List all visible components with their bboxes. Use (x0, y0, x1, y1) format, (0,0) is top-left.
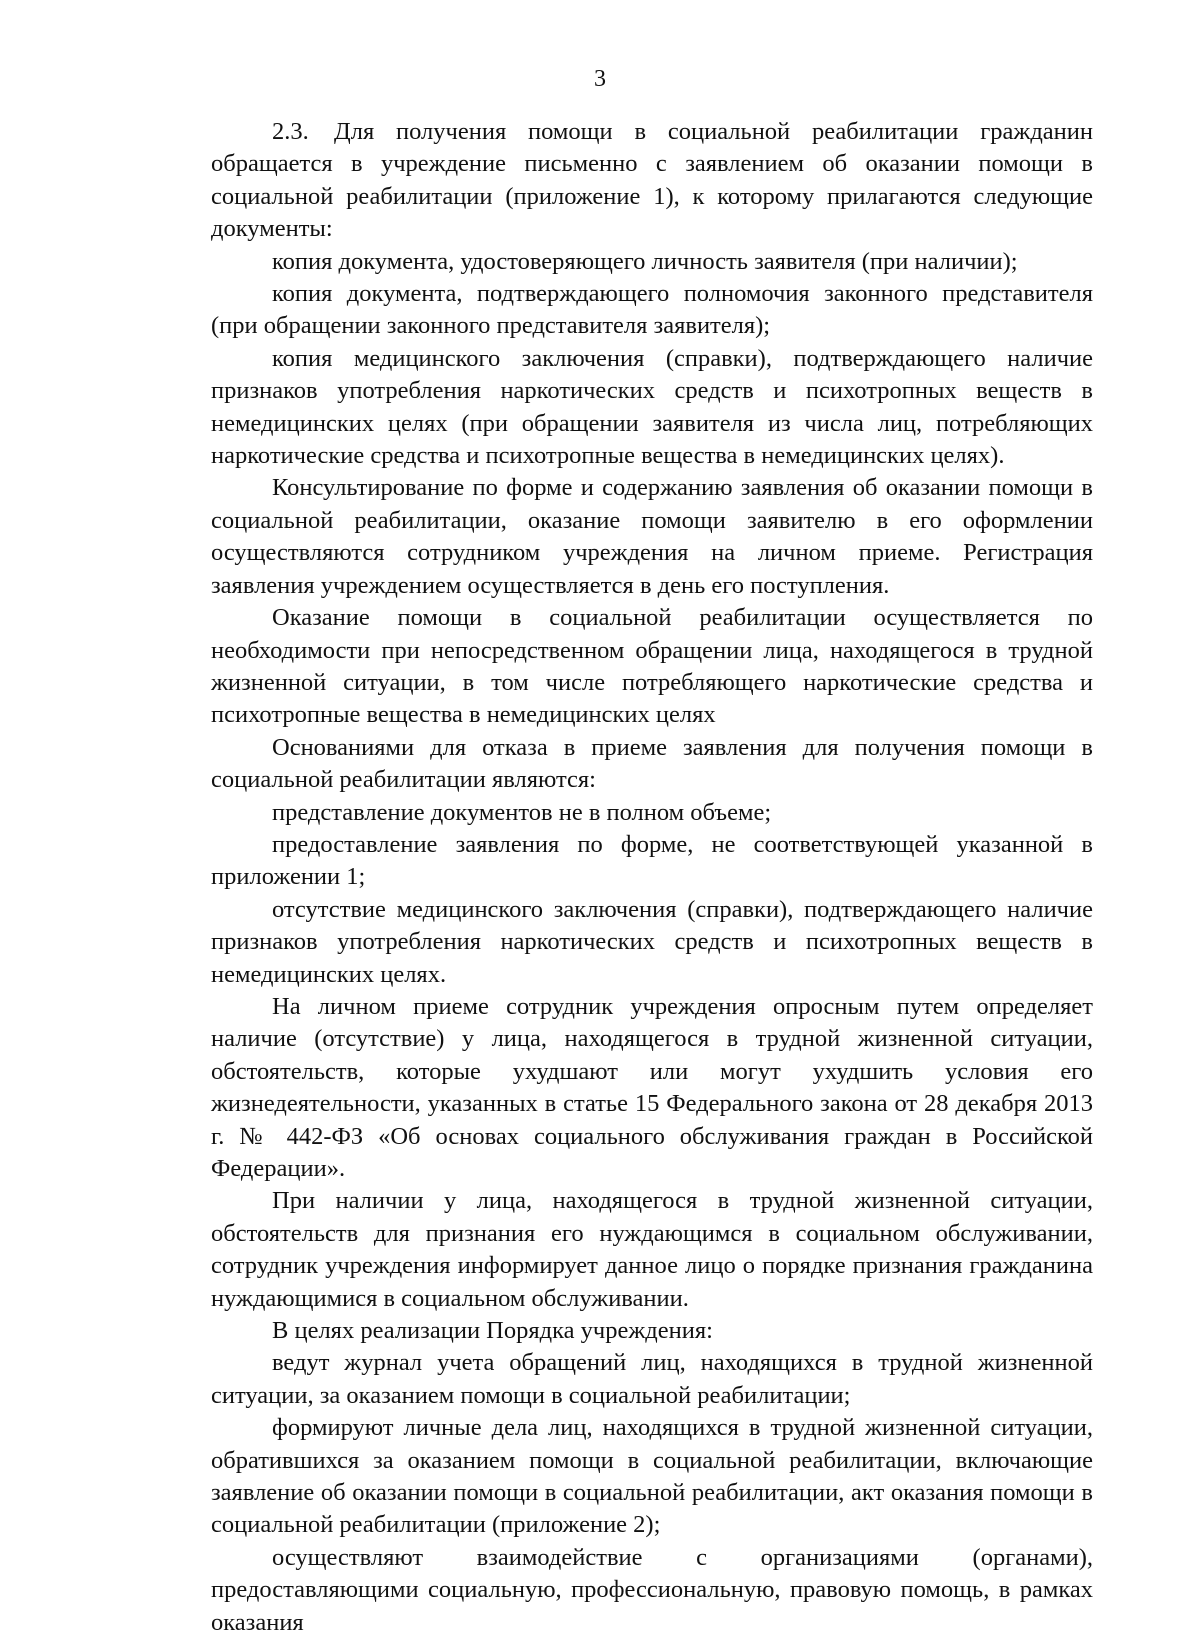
page-number: 3 (594, 66, 606, 92)
paragraph: копия документа, подтверждающего полномочия законного представителя (при обращении законного представителя заявителя); (211, 280, 1093, 340)
paragraph: отсутствие медицинского заключения (справки), подтверждающего наличие признаков употребления наркотических средств и психотропных веществ в немедицинских целях. (211, 895, 1093, 988)
paragraph: Консультирование по форме и содержанию заявления об оказании помощи в социальной реабилитации, оказание помощи заявителю в его оформлении осуществляются сотрудником учреждения на личном приеме. Регистрация заявления учреждением осуществляется в день его поступления. (211, 474, 1093, 599)
document-body (211, 116, 1093, 1639)
paragraph: осуществляют взаимодействие с организациями (органами), предоставляющими социальную, профессиональную, правовую помощь, в рамках оказания (211, 1543, 1093, 1636)
paragraph: В целях реализации Порядка учреждения: (272, 1317, 713, 1345)
section-number: 2.3. (272, 118, 309, 145)
paragraph: Основаниями для отказа в приеме заявления для получения помощи в социальной реабилитации являются: (211, 733, 1093, 794)
paragraph: формируют личные дела лиц, находящихся в трудной жизненной ситуации, обратившихся за оказанием помощи в социальной реабилитации, включающие заявление об оказании помощи в социальной реабилитации, акт оказания помощи в социальной реабилитации (приложение 2); (211, 1414, 1093, 1539)
paragraph-text: Для получения помощи в социальной реабилитации гражданин обращается в учреждение письменно с заявлением об оказании помощи в социальной реабилитации (приложение 1), к которому прилагаются следующие документы: (211, 118, 1093, 243)
paragraph: Оказание помощи в социальной реабилитации осуществляется по необходимости при непосредственном обращении лица, находящегося в трудной жизненной ситуации, в том числе потребляющего наркотические средства и психотропные вещества в немедицинских целях (211, 604, 1093, 729)
paragraph: представление документов не в полном объеме; (272, 798, 772, 826)
paragraph: копия медицинского заключения (справки), подтверждающего наличие признаков употребления наркотических средств и психотропных веществ в немедицинских целях (при обращении заявителя из числа лиц, потребляющих наркотические средства и психотропные вещества в немедицинских целях). (211, 344, 1093, 470)
paragraph (211, 116, 1093, 246)
paragraph: ведут журнал учета обращений лиц, находящихся в трудной жизненной ситуации, за оказанием помощи в социальной реабилитации; (211, 1349, 1093, 1409)
paragraph: копия документа, удостоверяющего личность заявителя (при наличии); (272, 247, 1018, 275)
paragraph: На личном приеме сотрудник учреждения опросным путем определяет наличие (отсутствие) у лица, находящегося в трудной жизненной ситуации, обстоятельств, которые ухудшают или могут ухудшить условия его жизнедеятельности, указанных в статье 15 Федерального закона от 28 декабря 2013 г. № 442-ФЗ «Об основах социального обслуживания граждан в Российской Федерации». (211, 992, 1093, 1182)
paragraph: При наличии у лица, находящегося в трудной жизненной ситуации, обстоятельств для признания его нуждающимся в социальном обслуживании, сотрудник учреждения информирует данное лицо о порядке признания гражданина нуждающимися в социальном обслуживании. (211, 1187, 1093, 1312)
paragraph: предоставление заявления по форме, не соответствующей указанной в приложении 1; (211, 830, 1093, 891)
